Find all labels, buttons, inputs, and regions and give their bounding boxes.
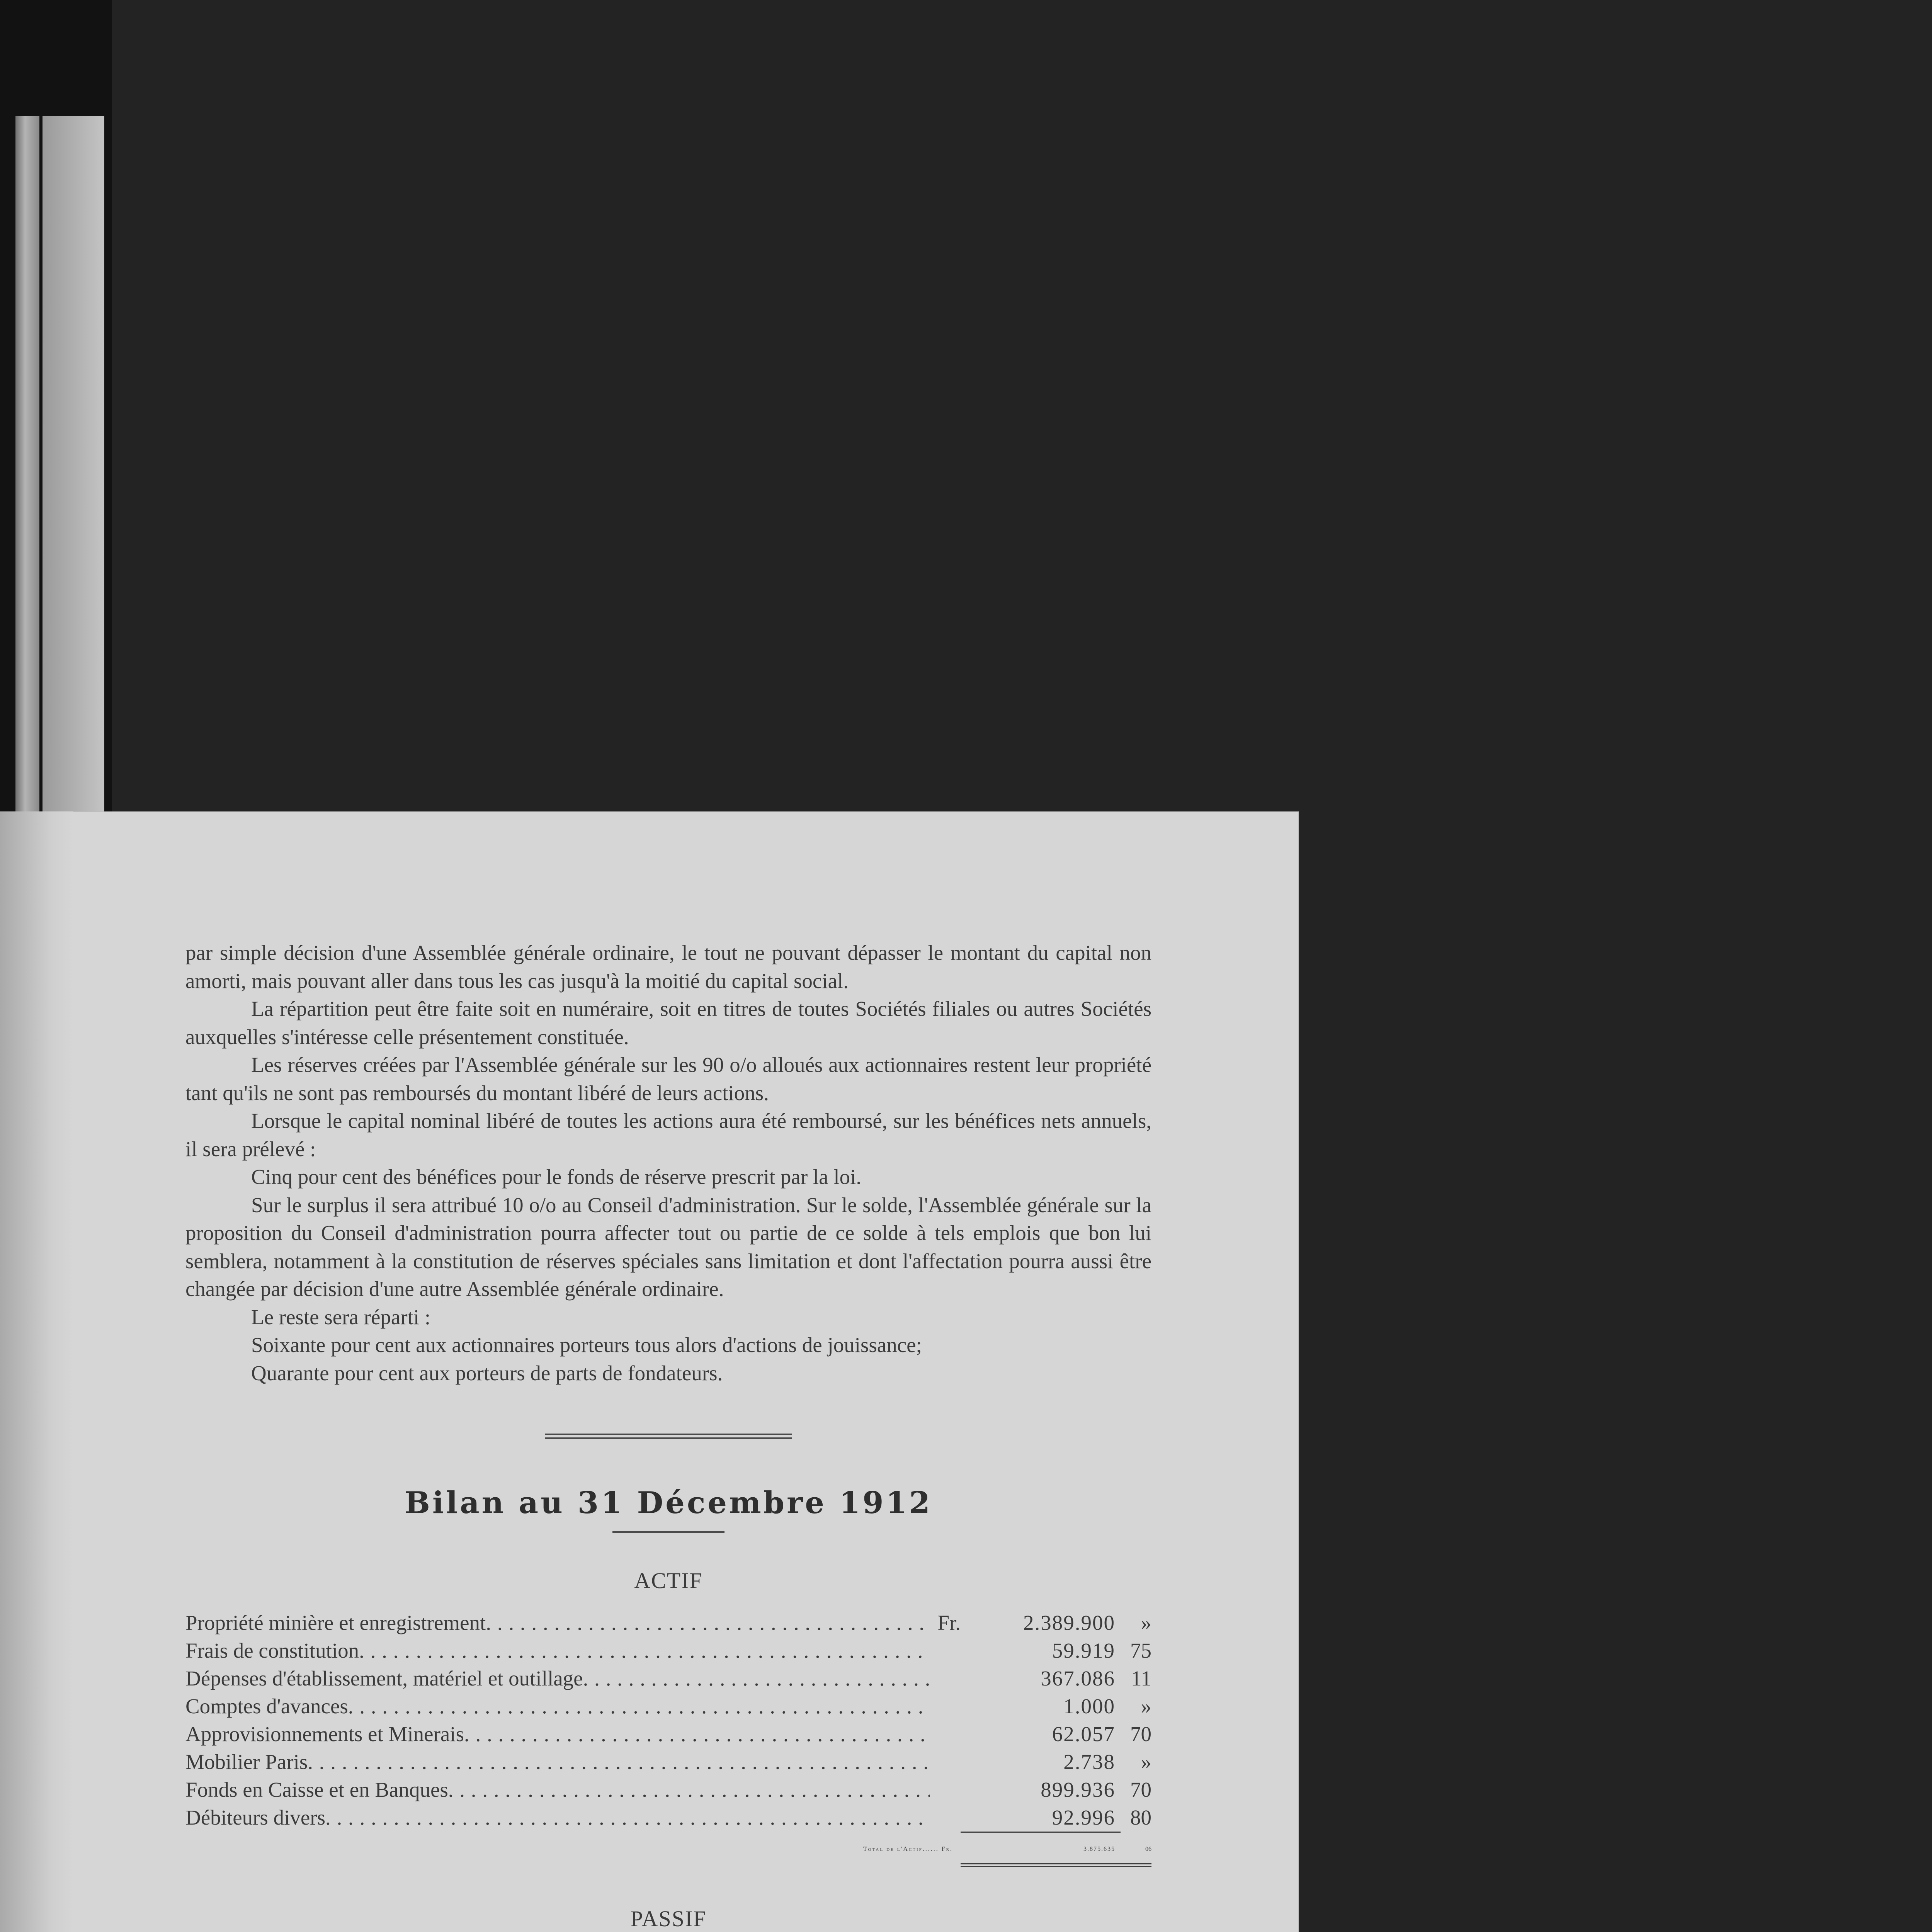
actif-total-amount: 3.875.635 <box>1083 1846 1115 1852</box>
actif-table <box>185 1609 1151 1832</box>
binding-strip-top <box>15 116 39 811</box>
actif-row-amount: 62.057 <box>1052 1722 1115 1746</box>
actif-total-label-text: Total de l'Actif <box>863 1846 923 1852</box>
title-underline <box>612 1531 724 1533</box>
actif-row <box>185 1665 1151 1692</box>
actif-total-row <box>185 1835 1151 1863</box>
actif-row <box>185 1776 1151 1804</box>
actif-row-leader-dots <box>348 1692 930 1720</box>
actif-row-label: Dépenses d'établissement, matériel et outillage <box>185 1667 583 1690</box>
body-paragraph: Les réserves créées par l'Assemblée générale sur les 90 o/o alloués aux actionnaires restent leur propriété tant qu'ils ne sont pas remboursés du montant libéré de leurs actions. <box>185 1053 1151 1105</box>
actif-row <box>185 1692 1151 1720</box>
actif-row-amount: 2.389.900 <box>1023 1611 1115 1634</box>
actif-row-label: Frais de constitution <box>185 1639 359 1662</box>
actif-row-leader-dots <box>448 1776 930 1804</box>
actif-row-leader-dots <box>486 1609 930 1637</box>
actif-row-leader-dots <box>359 1637 930 1665</box>
actif-row-amount: 2.738 <box>1063 1750 1115 1774</box>
actif-row-label: Mobilier Paris <box>185 1750 308 1774</box>
body-text <box>185 939 1151 1387</box>
actif-row-cents: » <box>1141 1611 1151 1634</box>
actif-total-box <box>961 1835 1151 1867</box>
actif-row-amount: 59.919 <box>1052 1639 1115 1662</box>
actif-row-label: Approvisionnements et Minerais <box>185 1722 464 1746</box>
actif-row-cents: 70 <box>1130 1778 1151 1801</box>
actif-row-label: Comptes d'avances <box>185 1694 348 1718</box>
actif-row-cents: 70 <box>1130 1722 1151 1746</box>
document-page <box>0 811 1299 1932</box>
double-rule-divider <box>545 1434 792 1439</box>
actif-row <box>185 1609 1151 1637</box>
actif-row-amount: 899.936 <box>1041 1778 1115 1801</box>
body-paragraph: Le reste sera réparti : <box>251 1305 431 1329</box>
actif-row <box>185 1720 1151 1748</box>
actif-row-label: Propriété minière et enregistrement <box>185 1611 486 1634</box>
bilan-title: Bilan au 31 Décembre 1912 <box>404 1485 933 1520</box>
page-content <box>185 939 1151 1932</box>
actif-row-leader-dots <box>308 1748 930 1776</box>
actif-row <box>185 1804 1151 1832</box>
actif-total-cents: 06 <box>1145 1846 1151 1852</box>
actif-row-label: Fonds en Caisse et en Banques <box>185 1778 448 1801</box>
body-paragraph: Sur le surplus il sera attribué 10 o/o au Conseil d'administration. Sur le solde, l'Assemblée générale sur la proposition du Conseil d'administration pourra affecter tout ou partie de ce solde à tels emplois que bon lui semblera, notamment à la constitution de réserves spéciales sans limitation et dont l'affectation pourra aussi être changée par décision d'une autre Assemblée générale ordinaire. <box>185 1193 1151 1301</box>
page-edge-top <box>43 116 104 811</box>
body-paragraph: La répartition peut être faite soit en numéraire, soit en titres de toutes Sociétés filiales ou autres Sociétés auxquelles s'intéresse celle présentement constituée. <box>185 997 1151 1049</box>
actif-row-leader-dots <box>464 1720 930 1748</box>
actif-row-cents: 11 <box>1131 1667 1151 1690</box>
actif-row <box>185 1637 1151 1665</box>
actif-row-leader-dots <box>325 1804 930 1832</box>
actif-row <box>185 1748 1151 1776</box>
actif-row-cents: » <box>1141 1750 1151 1774</box>
actif-row-cents: 75 <box>1130 1639 1151 1662</box>
actif-row-currency: Fr. <box>937 1611 961 1634</box>
actif-row-amount: 92.996 <box>961 1804 1121 1833</box>
actif-row-cents: 80 <box>1130 1806 1151 1829</box>
body-paragraph: Cinq pour cent des bénéfices pour le fonds de réserve prescrit par la loi. <box>251 1165 862 1189</box>
body-paragraph: par simple décision d'une Assemblée générale ordinaire, le tout ne pouvant dépasser le montant du capital non amorti, mais pouvant aller dans tous les cas jusqu'à la moitié du capital social. <box>185 941 1151 993</box>
actif-row-label: Débiteurs divers <box>185 1806 325 1829</box>
actif-total-fr: Fr. <box>941 1846 953 1852</box>
actif-row-cents: » <box>1141 1694 1151 1718</box>
actif-total-label <box>185 1835 961 1863</box>
actif-heading: ACTIF <box>634 1568 703 1593</box>
passif-heading: PASSIF <box>630 1906 707 1931</box>
actif-row-amount: 367.086 <box>1041 1667 1115 1690</box>
actif-row-leader-dots <box>583 1665 930 1692</box>
actif-row-amount: 1.000 <box>1063 1694 1115 1718</box>
actif-total-dots: ...... <box>922 1846 939 1852</box>
body-paragraph: Lorsque le capital nominal libéré de toutes les actions aura été remboursé, sur les bénéfices nets annuels, il sera prélevé : <box>185 1109 1151 1161</box>
body-paragraph: Quarante pour cent aux porteurs de parts de fondateurs. <box>251 1361 723 1385</box>
body-paragraph: Soixante pour cent aux actionnaires porteurs tous alors d'actions de jouissance; <box>251 1333 922 1357</box>
